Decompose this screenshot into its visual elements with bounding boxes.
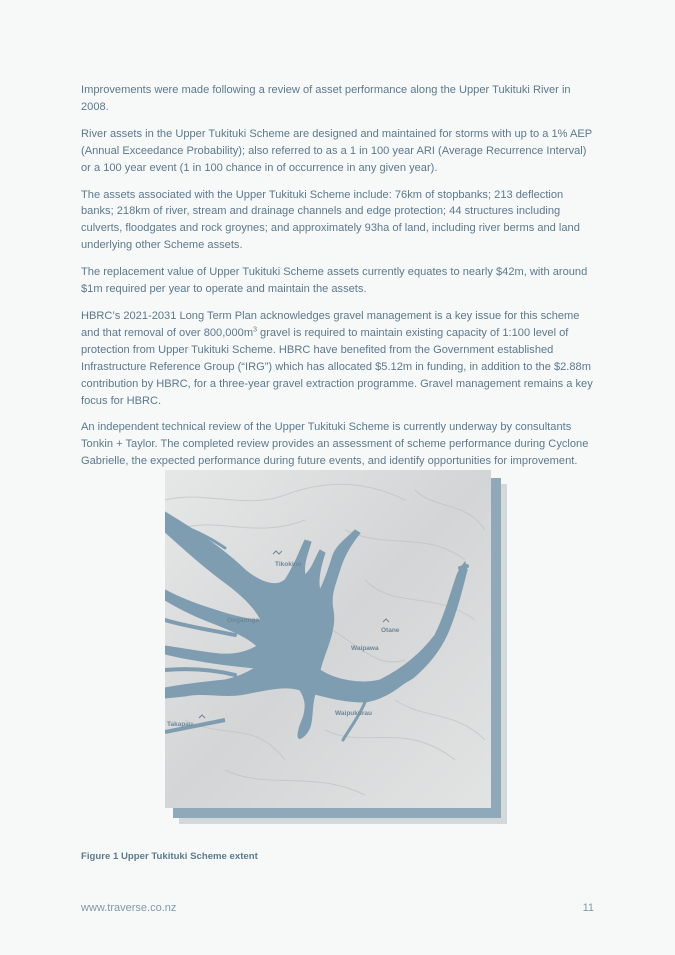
label-tikokino: Tikokino — [275, 561, 302, 568]
label-waipawa: Waipawa — [351, 645, 379, 652]
superscript-3: 3 — [253, 326, 257, 334]
paragraph-4: The replacement value of Upper Tukituki Scheme assets currently equates to nearly $42m, with around $1m required per year to operate and maintain the assets. — [81, 266, 588, 296]
scheme-extent-map — [165, 470, 491, 808]
label-otane: Otane — [381, 627, 400, 634]
scheme-map-figure — [165, 470, 508, 827]
body-text — [81, 82, 594, 480]
paragraph-5-part-a: HBRC’s 2021-2031 Long Term Plan acknowledges gravel management is a key issue for this scheme and that removal of over 800,000m — [81, 309, 580, 339]
label-takapau: Takapau — [167, 721, 193, 728]
paragraph-2: River assets in the Upper Tukituki Scheme are designed and maintained for storms with up to a 1% AEP (Annual Exceedance Probability); also referred to as a 1 in 100 year ARI (Average Recurrence Interval) or a 100 year event (1 in 100 chance in of occurrence in any given year). — [81, 127, 592, 174]
figure-caption: Figure 1 Upper Tukituki Scheme extent — [81, 851, 258, 862]
paragraph-5 — [81, 308, 594, 409]
paragraph-1: Improvements were made following a review of asset performance along the Upper Tukituki River in 2008. — [81, 84, 571, 113]
map-graphic — [165, 470, 491, 808]
paragraph-3: The assets associated with the Upper Tukituki Scheme include: 76km of stopbanks; 213 deflection banks; 218km of river, stream and drainage channels and edge protection; 44 structures including culverts, floodgates and rock groynes; and approximately 93ha of land, including river berms and land underlying other Scheme assets. — [81, 188, 580, 252]
label-ongaonga: Ongaonga — [227, 617, 260, 624]
paragraph-5-part-b: gravel is required to maintain existing capacity of 1:100 level of protection from Upper Tukituki Scheme. HBRC have benefited from the Government established Infrastructure Reference Group (“IRG”) which has allocated $5.12m in funding, in addition to the $2.88m contribution by HBRC, for a three-year gravel extraction programme. Gravel management remains a key focus for HBRC. — [81, 326, 593, 407]
label-waipukurau: Waipukurau — [335, 710, 372, 717]
paragraph-6: An independent technical review of the Upper Tukituki Scheme is currently underway by consultants Tonkin + Taylor. The completed review provides an assessment of scheme performance during Cyclone Gabrielle, the expected performance during future events, and identify opportunities for improvement. — [81, 421, 589, 468]
footer-website-link[interactable]: www.traverse.co.nz — [81, 902, 177, 914]
page-number: 11 — [582, 902, 594, 914]
